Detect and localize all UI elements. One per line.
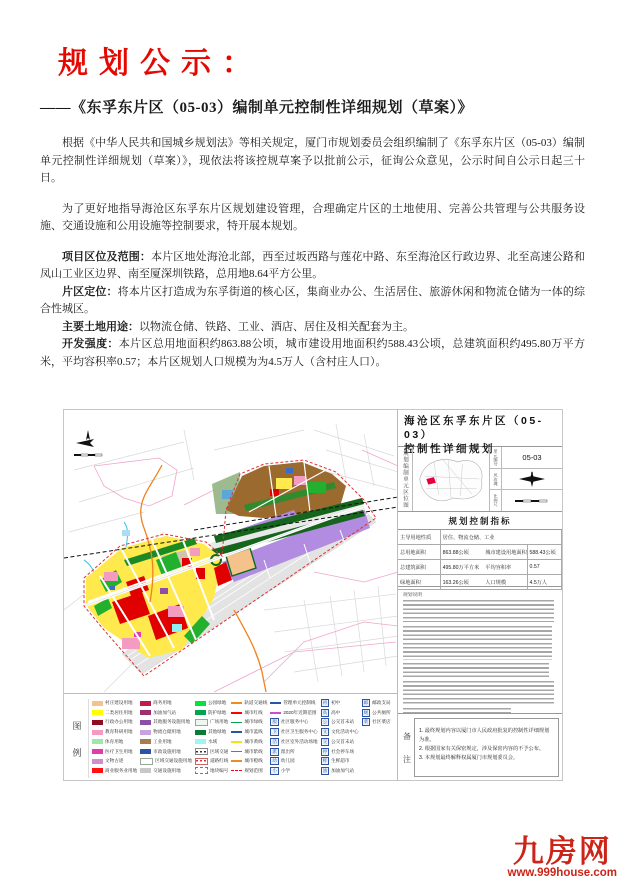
legend-color-swatch <box>92 739 103 744</box>
ind-label: 绿地面积 <box>398 575 441 590</box>
legend-label: 城市绿线 <box>244 719 263 725</box>
legend-item <box>195 747 228 755</box>
map-title-line1: 海沧区东孚东片区（05-03） <box>404 415 544 441</box>
legend-facility-icon: 初 <box>322 700 328 706</box>
legend-label: 社区菜店 <box>372 719 391 725</box>
legend-label: 村庄建设用地 <box>105 700 133 706</box>
legend-color-swatch <box>92 710 103 715</box>
legend-label: 社区室外活动场地 <box>280 738 318 744</box>
legend-label: 公交首末站 <box>331 719 355 725</box>
map-legend <box>64 694 397 780</box>
ind-label: 城市建设用地面积 <box>483 545 527 560</box>
legend-item <box>321 718 359 726</box>
legend-line-symbol <box>231 760 242 762</box>
legend-item <box>270 699 317 707</box>
legend-color-swatch <box>92 701 103 706</box>
legend-color-swatch <box>195 767 208 774</box>
legend-label: 其他服务设施用地 <box>153 719 190 725</box>
legend-line-symbol <box>270 712 281 714</box>
ind-value: 863.88公顷 <box>441 545 484 560</box>
legend-facility-icon: 幼 <box>272 758 277 764</box>
paragraph-location <box>40 249 585 284</box>
legend-label: 规划范围 <box>244 767 263 773</box>
legend-item <box>140 738 192 746</box>
remarks-title-char: 备 <box>403 731 411 741</box>
legend-columns <box>92 699 394 778</box>
legend-label: 工业用地 <box>153 738 172 744</box>
legend-color-swatch <box>92 720 103 725</box>
remark-item: 3. 本规划最终解释权属厦门市规划委员会。 <box>419 755 519 761</box>
legend-facility-icon: 活 <box>272 738 277 744</box>
legend-label: 体育用地 <box>105 738 124 744</box>
map-panel-title <box>398 410 562 455</box>
ind-value: 588.43公顷 <box>528 545 562 560</box>
legend-facility-icon: 服 <box>272 719 277 725</box>
legend-color-swatch <box>140 739 151 744</box>
legend-label: 加油加气站 <box>153 709 177 715</box>
legend-label: 城市紫线 <box>244 748 263 754</box>
legend-label: 小学 <box>280 767 291 773</box>
legend-item <box>231 747 267 755</box>
planning-notes <box>398 587 562 714</box>
legend-item <box>231 757 267 765</box>
legend-facility-icon: 卫 <box>272 729 277 735</box>
legend-item <box>140 728 192 736</box>
legend-label: 城市橙线 <box>244 758 263 764</box>
legend-item <box>140 757 192 765</box>
legend-item <box>270 738 317 746</box>
legend-label: 二类居住用地 <box>105 709 133 715</box>
legend-label: 道路红线 <box>209 758 229 764</box>
legend-item <box>270 767 317 775</box>
legend-color-swatch <box>195 710 206 715</box>
legend-item <box>140 718 192 726</box>
legend-label: 公园绿地 <box>207 700 227 706</box>
legend-color-swatch <box>140 749 151 754</box>
wind-rose-label: 风玫瑰 <box>490 469 502 490</box>
legend-label: 交通设施用地 <box>153 767 181 773</box>
unit-number-value: 05-03 <box>522 452 542 462</box>
legend-label: 防护绿地 <box>207 709 227 715</box>
paragraph-location-text: 本片区地处海沧北部，西至过坂西路与莲花中路、东至海沧区行政边界、北至高速公路和凤山工业区边界、南至厦深圳铁路，总用地8.64平方公里。 <box>40 250 586 280</box>
logo-url: www.999house.com <box>507 867 617 879</box>
legend-item <box>140 699 192 707</box>
legend-facility-icon: 小 <box>272 767 277 773</box>
legend-color-swatch <box>140 768 151 773</box>
legend-label: 加油加气站 <box>331 767 355 773</box>
legend-label: 邮政支局 <box>372 700 391 706</box>
legend-item <box>231 738 267 746</box>
legend-item <box>92 738 137 746</box>
legend-label: 行政办公用地 <box>105 719 133 725</box>
legend-item <box>321 709 359 717</box>
paragraph-location-label: 项目区位及范围： <box>62 250 152 263</box>
legend-color-swatch <box>195 739 206 744</box>
legend-facility-icon: 菜 <box>363 719 369 725</box>
legend-line-symbol <box>231 702 242 704</box>
legend-item <box>195 709 228 717</box>
legend-label: 教育科研用地 <box>105 729 133 735</box>
legend-color-swatch <box>140 720 151 725</box>
landuse-map-canvas <box>64 410 397 694</box>
scale-bar <box>74 454 102 456</box>
unit-number-label: 单元编号 <box>490 447 502 468</box>
legend-line-symbol <box>231 751 242 753</box>
legend-label: 商务用地 <box>153 700 172 706</box>
legend-item <box>231 767 267 775</box>
legend-item <box>195 728 228 736</box>
legend-label: 2020年近期范围 <box>283 709 317 715</box>
legend-column <box>270 699 317 778</box>
legend-label: 轨道交通线 <box>244 700 268 706</box>
legend-title-char: 例 <box>72 747 82 758</box>
legend-label: 区域交通设施用地 <box>155 758 192 764</box>
page-title: 规划公示： <box>58 47 263 80</box>
ind-label: 总用地面积 <box>398 545 441 560</box>
legend-item <box>231 709 267 717</box>
wind-rose-icon <box>502 469 562 490</box>
paragraph-intensity-label: 开发强度： <box>62 338 119 350</box>
legend-color-swatch <box>195 719 208 726</box>
ind-label: 总建筑面积 <box>398 560 441 575</box>
legend-item <box>270 757 317 765</box>
paragraph-landuse-text: 以物流仓储、铁路、工业、酒店、居住及相关配套为主。 <box>139 320 414 333</box>
legend-line-symbol <box>231 731 242 733</box>
district-locator-map <box>413 447 490 511</box>
legend-color-swatch <box>92 730 103 735</box>
map-title-line2: 控制性详细规划 <box>404 443 495 455</box>
north-arrow-icon <box>76 430 94 447</box>
legend-item <box>195 699 228 707</box>
legend-color-swatch <box>195 701 206 706</box>
legend-item <box>362 699 391 707</box>
legend-label: 城市红线 <box>244 709 263 715</box>
legend-item <box>362 709 391 717</box>
remarks-title-char: 注 <box>403 754 411 764</box>
legend-label: 物流仓储用地 <box>153 729 181 735</box>
legend-column <box>321 699 359 778</box>
legend-label: 水域 <box>207 738 218 744</box>
legend-facility-icon: 交 <box>322 738 328 744</box>
paragraph-landuse-label: 主要土地用途： <box>62 320 139 333</box>
ind-value: 4.5万人 <box>528 575 562 590</box>
legend-color-swatch <box>195 758 208 765</box>
legend-label: 社区服务中心 <box>280 719 309 725</box>
legend-color-swatch <box>195 730 206 735</box>
legend-label: 广场用地 <box>209 719 229 725</box>
legend-label: 社区卫生服务中心 <box>280 729 318 735</box>
legend-color-swatch <box>140 758 153 765</box>
scale-label: 比例尺 <box>490 490 502 511</box>
legend-label: 生鲜超市 <box>331 758 350 764</box>
legend-line-symbol <box>270 702 281 704</box>
legend-color-swatch <box>92 749 103 754</box>
legend-color-swatch <box>140 710 151 715</box>
paragraph-intensity <box>40 336 585 371</box>
legend-title <box>66 699 89 778</box>
legend-title-char: 图 <box>72 720 82 731</box>
legend-label: 管理单元控制线 <box>283 700 316 706</box>
legend-label: 高中 <box>331 709 341 715</box>
legend-item <box>195 767 228 775</box>
legend-column <box>231 699 267 778</box>
ind-label: 主导用地性质 <box>398 530 441 545</box>
legend-facility-icon: 厕 <box>363 709 369 715</box>
legend-item <box>195 718 228 726</box>
legend-facility-icon: 鲜 <box>322 758 328 764</box>
legend-facility-icon: 公 <box>322 719 328 725</box>
legend-line-symbol <box>231 741 242 743</box>
legend-item <box>140 709 192 717</box>
ind-value: 495.80万平方米 <box>441 560 484 575</box>
legend-facility-icon: 油 <box>322 767 328 773</box>
legend-color-swatch <box>195 748 208 755</box>
legend-item <box>270 709 317 717</box>
legend-item <box>92 747 137 755</box>
legend-item <box>321 757 359 765</box>
indicator-table <box>398 512 562 587</box>
paragraph-landuse <box>40 319 585 337</box>
legend-color-swatch <box>140 730 151 735</box>
legend-line-symbol <box>231 770 242 771</box>
legend-item <box>92 757 137 765</box>
scale-bar-small <box>502 490 562 511</box>
legend-column <box>140 699 192 778</box>
planning-map-figure <box>63 409 563 781</box>
legend-facility-icon: 派 <box>272 748 277 754</box>
legend-label: 城市蓝线 <box>244 729 263 735</box>
legend-item <box>140 767 192 775</box>
legend-label: 文化活动中心 <box>331 729 359 735</box>
ind-value: 居住、物流仓储、工业 <box>441 530 562 545</box>
legend-item <box>195 757 228 765</box>
planning-notes-title: 规划说明 <box>403 593 423 598</box>
legend-item <box>92 728 137 736</box>
legend-label: 派出所 <box>280 748 295 754</box>
legend-label: 公共厕所 <box>372 709 391 715</box>
legend-label: 初中 <box>331 700 341 706</box>
legend-column <box>362 699 391 778</box>
legend-item <box>92 699 137 707</box>
legend-label: 医疗卫生用地 <box>105 748 133 754</box>
legend-color-swatch <box>92 759 103 764</box>
remark-item: 1. 最终规划内容以厦门市人民政府批复的控制性详细规划为准。 <box>419 728 550 743</box>
ind-value: 0.57 <box>528 560 562 575</box>
legend-facility-icon: 文 <box>322 729 328 735</box>
legend-label: 其他绿地 <box>207 729 227 735</box>
svg-text:N: N <box>530 471 534 475</box>
legend-label: 公交首末站 <box>331 738 355 744</box>
page-subtitle: ——《东孚东片区（05-03）编制单元控制性详细规划（草案）》 <box>40 100 473 116</box>
legend-facility-icon: 邮 <box>363 700 369 706</box>
legend-line-symbol <box>231 712 242 714</box>
legend-color-swatch <box>92 768 103 773</box>
legend-item <box>321 767 359 775</box>
legend-column <box>92 699 137 778</box>
legend-item <box>321 699 359 707</box>
ind-label: 平均容积率 <box>483 560 527 575</box>
indicator-table-title: 规划控制指标 <box>398 512 562 530</box>
legend-item <box>321 738 359 746</box>
legend-label: 幼儿园 <box>280 758 295 764</box>
legend-label: 市政设施用地 <box>153 748 181 754</box>
paragraph-positioning-label: 片区定位： <box>62 285 118 298</box>
legend-item <box>321 747 359 755</box>
paragraph-intensity-text: 本片区总用地面积约863.88公顷，城市建设用地面积约588.43公顷，总建筑面积约495.80万平方米，平均容积率0.57；本片区规划人口规模为为4.5万人（含村庄人口）。 <box>40 338 585 368</box>
legend-facility-icon: 停 <box>322 748 328 754</box>
remarks-box <box>414 718 559 777</box>
legend-line-symbol <box>231 722 242 724</box>
legend-item <box>92 718 137 726</box>
ind-value: 163.26公顷 <box>441 575 484 590</box>
paragraph-positioning-text: 将本片区打造成为东孚街道的核心区，集商业办公、生活居住、旅游休闲和物流仓储为一体的综合性城区。 <box>40 285 586 315</box>
unit-location-label: 规划编制单元区位图 <box>398 447 413 511</box>
logo-text: 九房网 <box>512 834 612 869</box>
legend-item <box>92 709 137 717</box>
legend-label: 区域交通 <box>209 748 229 754</box>
legend-label: 社会停车场 <box>331 748 355 754</box>
legend-item <box>231 718 267 726</box>
legend-label: 城市黄线 <box>244 738 263 744</box>
legend-facility-icon: 高 <box>322 709 328 715</box>
remark-item: 2. 根据国家有关保密规定，涉及保密内容的不予公布。 <box>419 746 545 752</box>
legend-item <box>270 728 317 736</box>
legend-item <box>92 767 137 775</box>
legend-label: 商业服务业用地 <box>105 767 138 773</box>
legend-item <box>270 747 317 755</box>
legend-item <box>270 718 317 726</box>
legend-item <box>362 718 391 726</box>
legend-item <box>321 728 359 736</box>
remarks-section <box>398 714 562 780</box>
paragraph-positioning <box>40 284 585 319</box>
legend-label: 地块编号 <box>209 767 229 773</box>
ind-label: 人口规模 <box>483 575 527 590</box>
legend-item <box>231 699 267 707</box>
legend-item <box>231 728 267 736</box>
legend-item <box>195 738 228 746</box>
site-logo <box>507 834 618 879</box>
legend-column <box>195 699 228 778</box>
paragraph-basis: 根据《中华人民共和国城乡规划法》等相关规定，厦门市规划委员会组织编制了《东孚东片区（05-03）编制单元控制性详细规划（草案）》，现依法将该控规草案予以批前公示，征询公众意见，公示时间自公示日起三十日。 <box>40 137 585 184</box>
pond <box>122 530 130 536</box>
remarks-title <box>400 718 414 777</box>
legend-label: 文物古迹 <box>105 758 124 764</box>
paragraph-purpose: 为了更好地指导海沧区东孚东片区规划建设管理，合理确定片区的土地使用、完善公共管理与公共服务设施、交通设施和公用设施等控制要求，特开展本规划。 <box>40 202 585 232</box>
legend-color-swatch <box>140 701 151 706</box>
legend-item <box>140 747 192 755</box>
landuse-map <box>64 410 397 694</box>
